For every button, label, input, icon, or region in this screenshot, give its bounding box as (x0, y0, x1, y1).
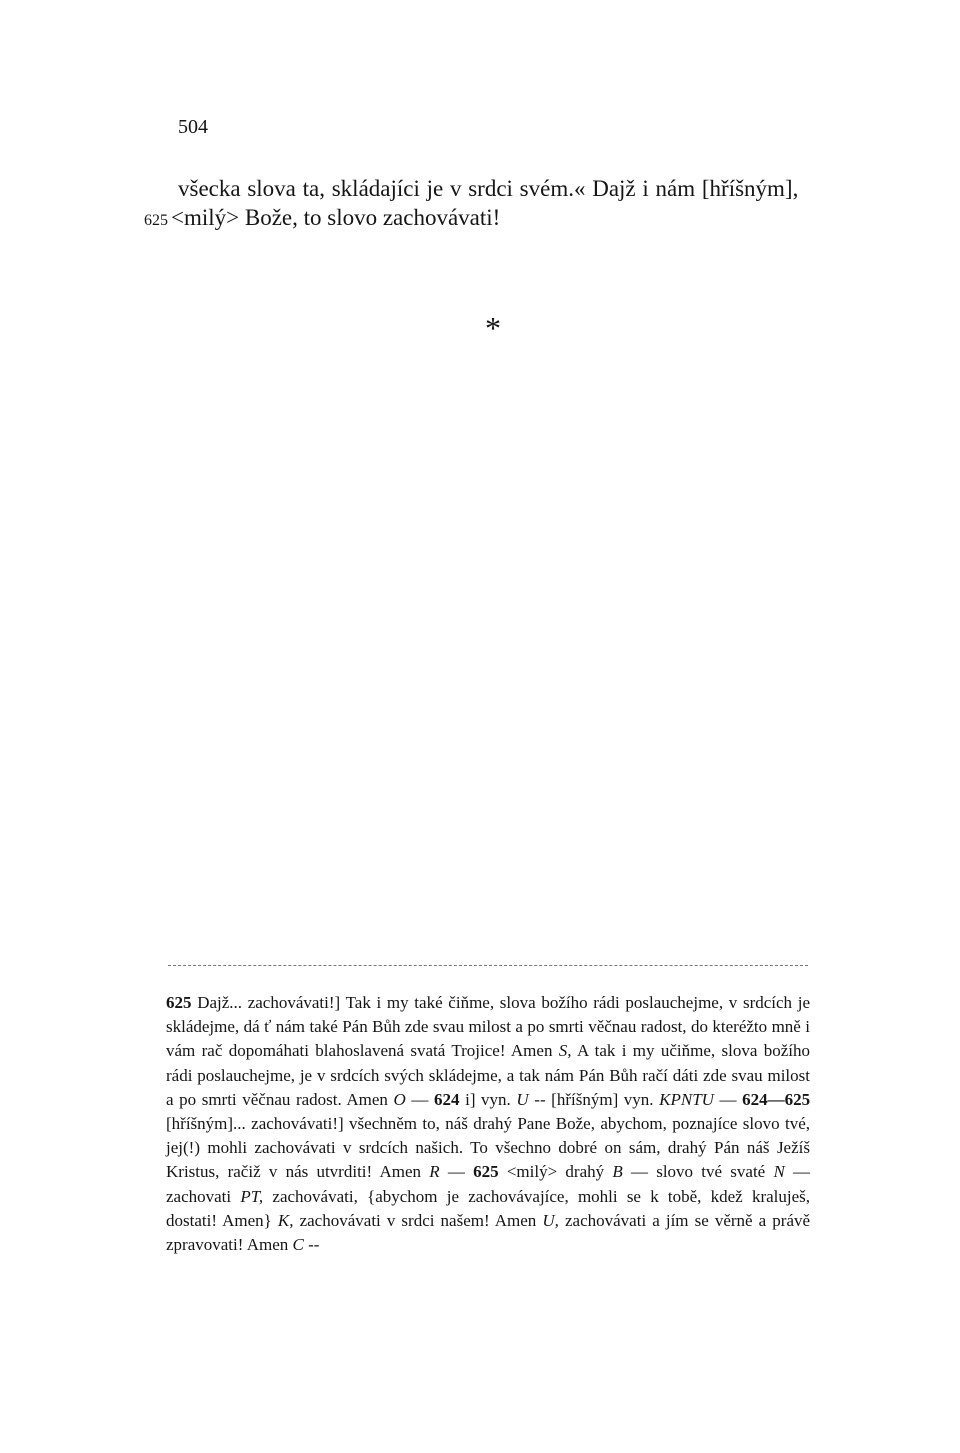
footnote-dash: — (411, 1089, 429, 1109)
footnote-lemma: Dajž... zachovávati!] (197, 993, 341, 1012)
footnote-text: -- [hříšným] vyn. (534, 1089, 654, 1109)
footnote-ref: 625 (473, 1162, 499, 1182)
footnote-apparatus (166, 991, 810, 1257)
footnote-text: zachovávati, {abychom je zachovávajíce, mohli se k tobě, kdež kraluješ, dostati! Amen} (166, 1186, 811, 1230)
footnote-text: [hříšným]... zachovávati!] všechněm to, náš drahý Pane Bože, abychom, poznajíce slovo tvé, jej(!) mohli zachovávati v srdcích našich. To všechno dobré on sám, drahý Pán náš Ježíš Kristus, račiž v nás utvrditi! Amen (166, 1114, 810, 1182)
footnote-text: Tak i my také čiňme, slova božího rádi poslauchejme, v srdcích je skládejme, dá ť nám také Pán Bůh zde svau milost a po smrti věčnau radost, do kteréžto mně i vám rač dopomáhati blahoslavená svatá Trojice! Amen (166, 993, 810, 1061)
siglum: N (773, 1162, 785, 1182)
siglum: S, (558, 1041, 572, 1061)
siglum: U (516, 1089, 529, 1109)
main-text-line-2-content: <milý> Bože, to slovo zachovávati! (171, 205, 501, 230)
footnote-text: zachovávati v srdci našem! Amen (299, 1210, 537, 1230)
siglum: PT, (240, 1186, 264, 1206)
footnote-divider (168, 965, 808, 966)
footnote-text: -- (308, 1235, 320, 1255)
main-text-line-1: všecka slova ta, skládajíci je v srdci svém.« Dajž i nám [hříšným], (178, 176, 799, 201)
footnote-ref: 625 (166, 993, 192, 1012)
siglum: B (612, 1162, 623, 1182)
siglum: KPNTU (659, 1089, 714, 1109)
siglum: C (292, 1235, 304, 1255)
footnote-text: zachovávati a jím se věrně a právě zpravovati! Amen (166, 1210, 811, 1255)
footnote-text: — slovo tvé svaté (630, 1162, 766, 1182)
siglum: R (429, 1162, 440, 1182)
footnote-ref: 624 (434, 1089, 460, 1109)
footnote-ref: 624—625 (742, 1089, 811, 1109)
main-text-line-2 (144, 205, 500, 231)
siglum: U, (542, 1210, 559, 1230)
footnote-dash: — (719, 1089, 737, 1109)
page-number: 504 (178, 116, 208, 138)
footnote-text: — zachovati (166, 1162, 811, 1206)
siglum: O (393, 1089, 406, 1109)
siglum: K, (277, 1210, 294, 1230)
footnote-text: <milý> drahý (506, 1162, 605, 1182)
footnote-dash: — (447, 1162, 465, 1182)
line-number: 625 (144, 212, 168, 229)
section-separator-asterisk: * (485, 310, 501, 346)
footnote-text: A tak i my učiňme, slova božího rádi poslauchejme, je v srdcích svých skládejme, a tak nám Pán Bůh račí dáti zde svau milost a po smrti věčnau radost. Amen (166, 1041, 810, 1109)
footnote-text: i] vyn. (465, 1089, 511, 1109)
